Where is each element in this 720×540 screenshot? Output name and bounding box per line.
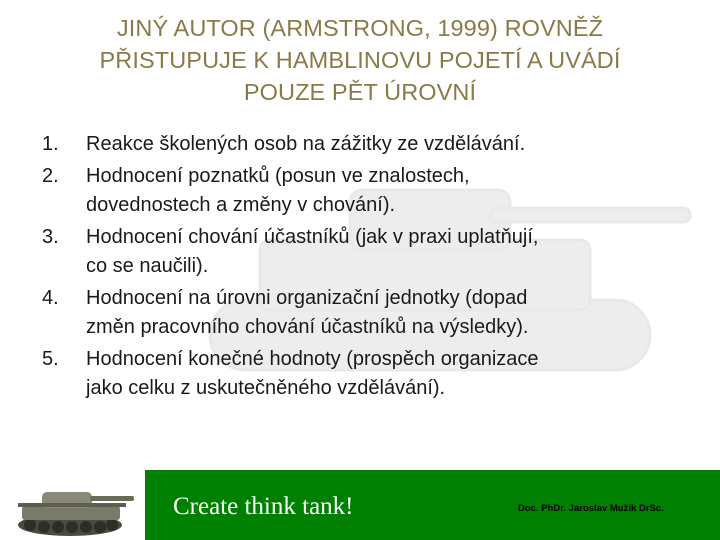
item-text: Hodnocení na úrovni organizační jednotky (dopad xyxy=(86,286,528,309)
item-text: Reakce školených osob na zážitky ze vzdělávání. xyxy=(86,133,526,155)
item-text: dovednostech a změny v chování). xyxy=(86,194,396,216)
item-text: co se naučili). xyxy=(86,255,209,277)
item-text: jako celku z uskutečněného vzdělávání). xyxy=(86,377,446,399)
item-text: Hodnocení poznatků (posun ve znalostech, xyxy=(86,164,470,187)
footer-tagline: Create think tank! xyxy=(173,493,354,520)
item-number: 4. xyxy=(42,286,59,309)
item-number: 2. xyxy=(42,164,59,187)
numbered-list xyxy=(0,130,720,406)
tank-icon xyxy=(8,470,138,540)
item-number: 3. xyxy=(42,225,59,248)
item-text: Hodnocení konečné hodnoty (prospěch organizace xyxy=(86,347,539,370)
item-text: změn pracovního chování účastníků na výsledky). xyxy=(86,316,529,338)
list-item xyxy=(0,130,720,160)
footer-bar xyxy=(145,470,720,540)
slide-title xyxy=(20,12,700,108)
title-line: JINÝ AUTOR (ARMSTRONG, 1999) ROVNĚŽ xyxy=(116,15,604,41)
item-number: 5. xyxy=(42,347,59,370)
list-item xyxy=(0,162,720,221)
item-number: 1. xyxy=(42,133,59,155)
title-line: POUZE PĚT ÚROVNÍ xyxy=(243,79,477,105)
list-item xyxy=(0,284,720,343)
list-item xyxy=(0,223,720,282)
title-line: PŘISTUPUJE K HAMBLINOVU POJETÍ A UVÁDÍ xyxy=(99,47,621,73)
item-text: Hodnocení chování účastníků (jak v praxi uplatňují, xyxy=(86,225,539,248)
list-item xyxy=(0,345,720,404)
footer-author: Doc. PhDr. Jaroslav Mužík DrSc. xyxy=(518,503,664,514)
